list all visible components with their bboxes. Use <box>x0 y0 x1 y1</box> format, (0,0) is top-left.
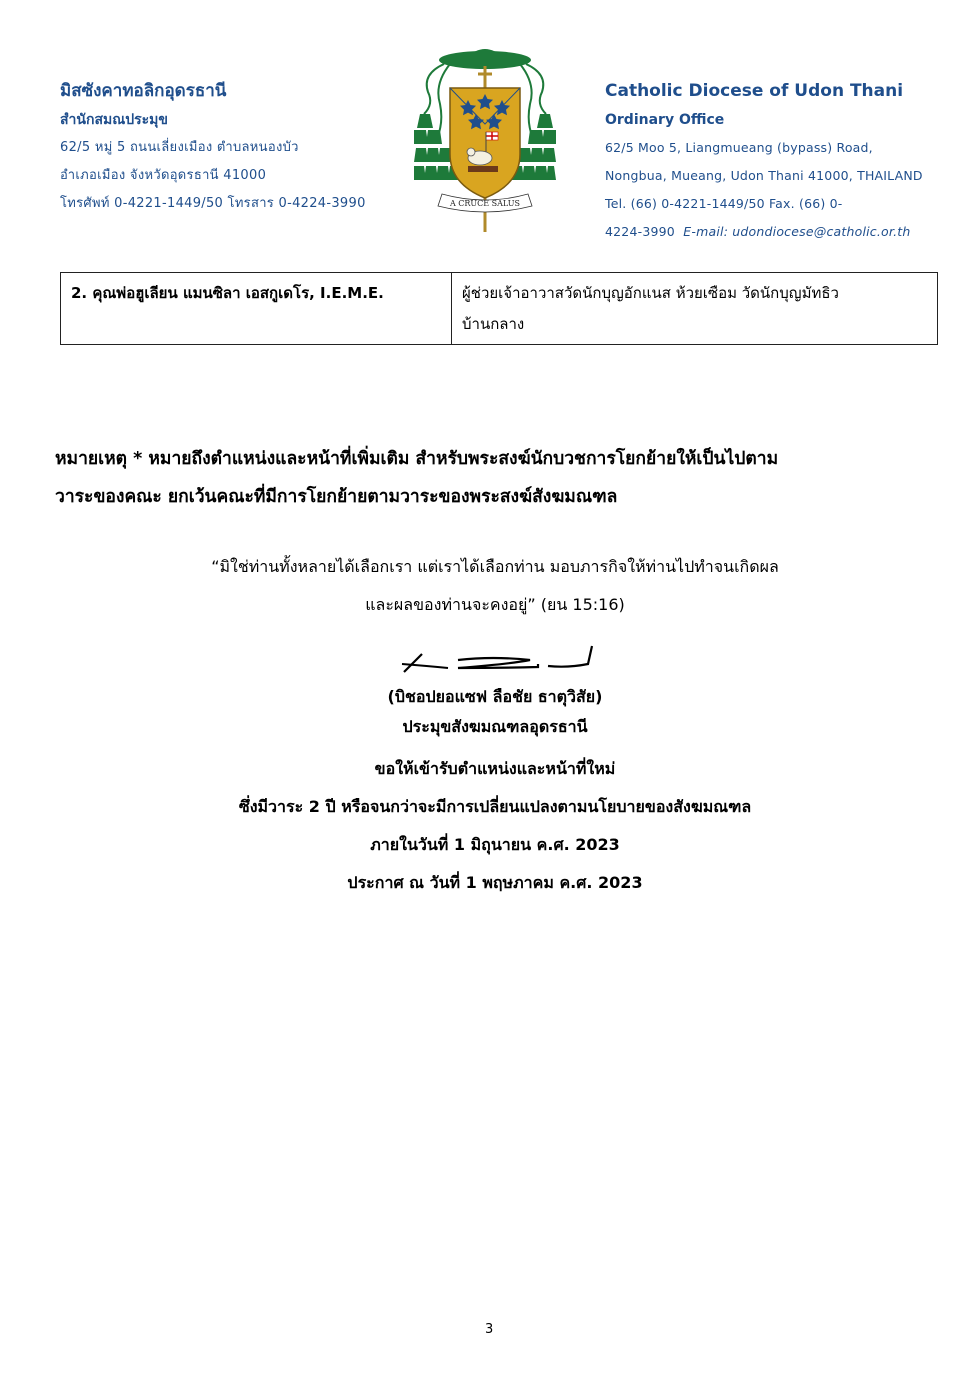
duty-line-1: ผู้ช่วยเจ้าอาวาสวัดนักบุญอักแนส ห้วยเซือม วัดนักบุญมัทธิว <box>462 284 839 302</box>
assignment-table <box>60 272 938 345</box>
header-right <box>605 76 960 246</box>
signatory-block <box>0 682 966 742</box>
table-row <box>61 273 938 345</box>
announcement-line-1: ขอให้เข้ารับตำแหน่งและหน้าที่ใหม่ <box>374 759 616 778</box>
address-line-1-thai: 62/5 หมู่ 5 ถนนเลี่ยงเมือง ตำบลหนองบัว <box>60 140 299 155</box>
remark-note <box>55 440 955 516</box>
announcement-line-3: ภายในวันที่ 1 มิถุนายน ค.ศ. 2023 <box>370 835 620 854</box>
signatory-title: ประมุขสังฆมณฑลอุดรธานี <box>402 717 588 736</box>
phone-line-thai: โทรศัพท์ 0-4221-1449/50 โทรสาร 0-4224-3990 <box>60 196 366 211</box>
signatory-name: (บิชอปยอแซฟ ลือชัย ธาตุวิสัย) <box>387 687 603 706</box>
email-address: udondiocese@catholic.or.th <box>732 224 911 239</box>
page-number: 3 <box>485 1322 494 1337</box>
fax-email-line <box>605 218 960 246</box>
address-line-1-english: 62/5 Moo 5, Liangmueang (bypass) Road, <box>605 140 873 155</box>
quote-line-1: “มิใช่ท่านทั้งหลายได้เลือกเรา แต่เราได้เลือกท่าน มอบภารกิจให้ท่านไปทำจนเกิดผล <box>211 557 779 576</box>
email-label: E-mail: <box>683 224 729 239</box>
quote-line-2: และผลของท่านจะคงอยู่” (ยน 15:16) <box>365 595 625 614</box>
org-title-english: Catholic Diocese of Udon Thani <box>605 81 904 101</box>
office-subtitle-english: Ordinary Office <box>605 112 725 128</box>
scripture-quote <box>0 548 966 624</box>
address-line-2-thai: อำเภอเมือง จังหวัดอุดรธานี 41000 <box>60 168 267 183</box>
address-line-2-english: Nongbua, Mueang, Udon Thani 41000, THAILAND <box>605 168 923 183</box>
office-subtitle-thai: สำนักสมณประมุข <box>60 112 168 128</box>
remark-line-2: วาระของคณะ ยกเว้นคณะที่มีการโยกย้ายตามวาระของพระสงฆ์สังฆมณฑล <box>55 487 618 507</box>
diocese-crest-logo <box>414 44 556 236</box>
header-left <box>60 76 440 218</box>
bishop-signature <box>398 642 598 678</box>
announcement-line-4: ประกาศ ณ วันที่ 1 พฤษภาคม ค.ศ. 2023 <box>347 873 643 892</box>
priest-name-cell: 2. คุณพ่อฮูเลียน แมนซิลา เอสกูเดโร, I.E.M.E. <box>61 273 452 345</box>
crest-motto: A CRUCE SALUS <box>449 199 521 208</box>
remark-line-1: หมายเหตุ * หมายถึงตำแหน่งและหน้าที่เพิ่มเติม สำหรับพระสงฆ์นักบวชการโยกย้ายให้เป็นไปตาม <box>55 449 779 469</box>
phone-line-english: Tel. (66) 0-4221-1449/50 Fax. (66) 0- <box>605 196 843 211</box>
duty-cell <box>452 273 938 345</box>
announcement-line-2: ซึ่งมีวาระ 2 ปี หรือจนกว่าจะมีการเปลี่ยนแปลงตามนโยบายของสังฆมณฑล <box>238 797 752 816</box>
duty-line-2: บ้านกลาง <box>462 315 525 333</box>
announcement-block <box>0 750 966 902</box>
org-title-thai: มิสซังคาทอลิกอุดรธานี <box>60 81 227 101</box>
fax-number-tail: 4224-3990 <box>605 224 675 239</box>
